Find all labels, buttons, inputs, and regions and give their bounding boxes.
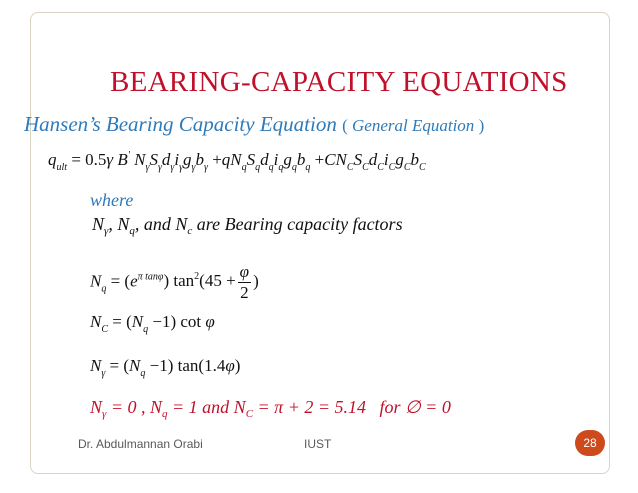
- ngamma-equation: $N_\gamma = (N_q -1)$ tan(1.4φ): [90, 356, 241, 379]
- page-number-badge: 28: [575, 430, 605, 456]
- hansen-general-equation: $q_{ult} = 0.5\gamma$ B' $N_\gamma S_\gamma d_\gamma i_\gamma g_\gamma b_\gamma +qN_qS_qd_qi_qg_qb_q +CN_CS_Cd_Ci_Cg_Cb_C$: [48, 150, 426, 173]
- where-label: where: [90, 190, 134, 210]
- factors-definition: $N_\gamma$, $N_q$, and $N_c$ are Bearing capacity factors: [92, 214, 403, 237]
- footer-organization: IUST: [304, 437, 332, 451]
- nq-equation: $N_q = (e^{\pi tan\varphi}) \tan^2(45$ + $\frac{\varphi}{2}$ ): [90, 262, 259, 302]
- nc-equation: $N_C = (N_q -1)$ cot φ: [90, 312, 215, 335]
- footer-author: Dr. Abdulmannan Orabi: [78, 437, 203, 451]
- subtitle-note: ( General Equation ): [342, 116, 485, 135]
- special-case-statement: $N_\gamma = 0$ , $N_q = 1$ and $N_C = \pi + 2 = 5.14$ for ∅ = 0: [90, 397, 451, 420]
- subtitle-text: Hansen’s Bearing Capacity Equation: [24, 112, 337, 136]
- slide-subtitle: [24, 112, 484, 137]
- slide-title: BEARING-CAPACITY EQUATIONS: [110, 66, 568, 98]
